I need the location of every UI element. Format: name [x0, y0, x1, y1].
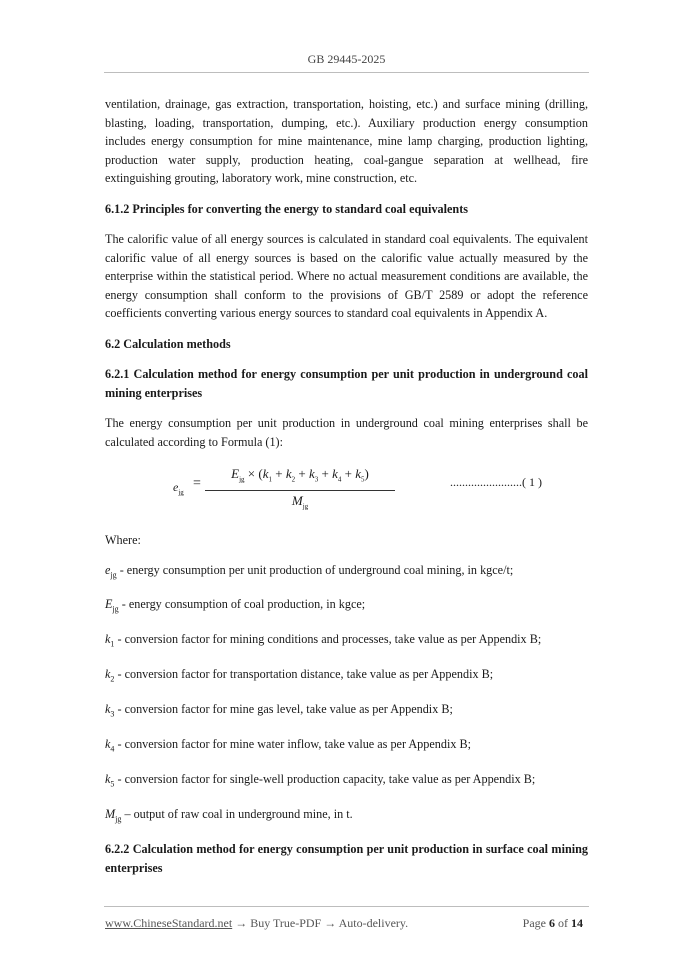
where-label: Where:	[105, 533, 141, 547]
formula-lhs: $e_{jg}$	[173, 480, 184, 497]
paragraph-6-2-1: The energy consumption per unit production in underground coal mining enterprises shall be calculated according to Formula (1):	[105, 416, 588, 449]
formula-numerator: $E_{jg} \times (k_1 + k_2 + k_3 + k_4 + k_5)$	[205, 465, 395, 491]
section-heading-6-2-1: 6.2.1 Calculation method for energy consumption per unit production in underground coal mining enterprises	[105, 367, 588, 400]
formula-fraction	[205, 465, 395, 516]
page-footer	[105, 916, 589, 931]
where-item: $k_2$ - conversion factor for transportation distance, take value as per Appendix B;	[105, 667, 494, 684]
intro-paragraph: ventilation, drainage, gas extraction, transportation, hoisting, etc.) and surface mining (drilling, blasting, loading, transportation, dumping, etc.). Auxiliary production energy consumption includes energy consumption for mine maintenance, mine lamp charging, production lighting, production water supply, production heating, coal-gangue separation at wellhead, fire extinguishing grouting, laboratory work, mine construction, etc.	[105, 97, 588, 185]
where-item: $k_1$ - conversion factor for mining conditions and processes, take value as per Appendix B;	[105, 632, 542, 649]
page-indicator: Page 6 of 14	[522, 916, 583, 930]
delivery-text: Auto-delivery.	[338, 916, 409, 930]
footer-divider	[104, 906, 589, 907]
section-heading-6-1-2: 6.1.2 Principles for converting the energy to standard coal equivalents	[105, 201, 469, 216]
where-item: $k_3$ - conversion factor for mine gas level, take value as per Appendix B;	[105, 702, 453, 719]
formula-equals: =	[193, 476, 201, 491]
where-item: $M_{jg}$ – output of raw coal in underground mine, in t.	[105, 807, 353, 824]
where-item: $k_4$ - conversion factor for mine water inflow, take value as per Appendix B;	[105, 737, 472, 754]
section-heading-6-2: 6.2 Calculation methods	[105, 336, 231, 351]
arrow-icon: →	[235, 916, 248, 930]
section-heading-6-2-2: 6.2.2 Calculation method for energy consumption per unit production in surface coal mining enterprises	[105, 842, 588, 875]
site-link[interactable]: www.ChineseStandard.net	[105, 916, 233, 930]
arrow-icon: →	[324, 916, 337, 930]
header-divider	[104, 72, 589, 73]
doc-id: GB 29445-2025	[307, 52, 386, 66]
document-header	[0, 52, 693, 67]
buy-pdf-link[interactable]: Buy True-PDF	[250, 916, 322, 930]
formula-1	[105, 463, 588, 517]
paragraph-6-1-2: The calorific value of all energy sources is calculated in standard coal equivalents. The equivalent calorific value of all energy sources is based on the calorific value actually measured by the enterprise within the statistical period. Where no actual measurement conditions are available, the energy consumption shall conform to the provisions of GB/T 2589 or adopt the reference coefficients converting various energy sources to standard coal equivalents in Appendix A.	[105, 232, 588, 320]
page-content	[105, 95, 588, 889]
formula-number: ........................( 1 )	[450, 475, 542, 489]
where-item: $e_{jg}$ - energy consumption per unit production of underground coal mining, in kgce/t;	[105, 562, 514, 579]
where-item: $E_{jg}$ - energy consumption of coal production, in kgce;	[105, 597, 366, 614]
formula-denominator: $M_{jg}$	[291, 493, 309, 511]
where-item: $k_5$ - conversion factor for single-well production capacity, take value as per Appendix B;	[105, 772, 536, 789]
